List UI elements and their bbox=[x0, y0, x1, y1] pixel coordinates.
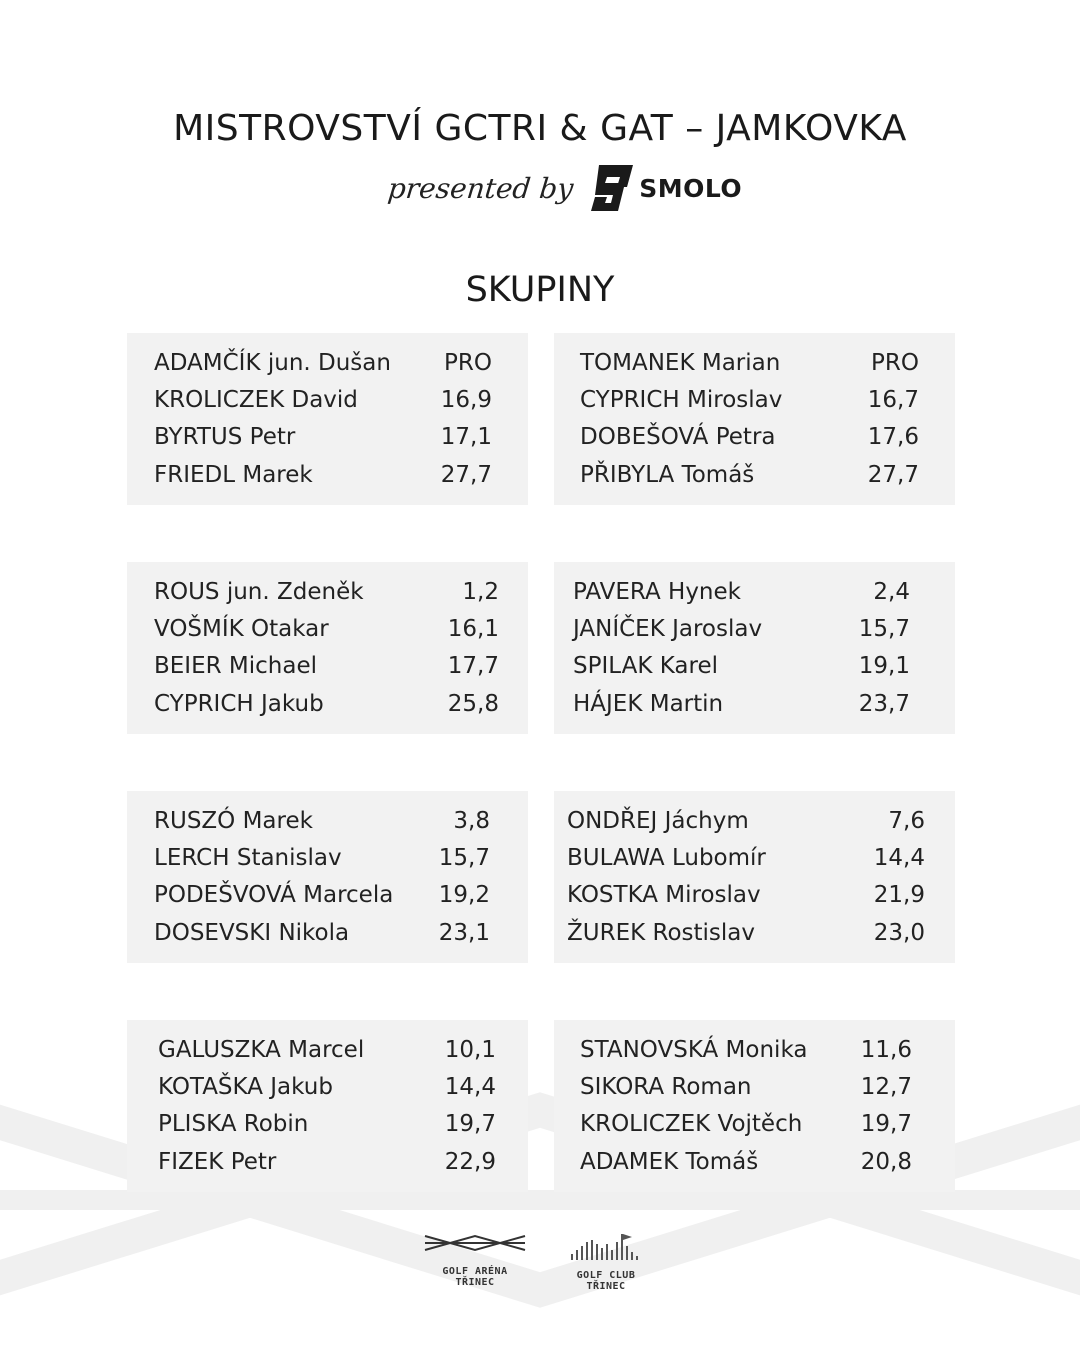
player-name: RUSZÓ Marek bbox=[154, 807, 313, 834]
player-row bbox=[554, 1105, 955, 1142]
player-handicap: 17,1 bbox=[440, 423, 492, 450]
player-handicap: 3,8 bbox=[453, 807, 490, 834]
player-row bbox=[554, 344, 955, 381]
golf-arena-trinec-logo bbox=[422, 1232, 528, 1288]
group-box bbox=[554, 1020, 955, 1192]
player-handicap: 2,4 bbox=[873, 578, 910, 605]
player-handicap: 12,7 bbox=[860, 1073, 912, 1100]
player-name: ONDŘEJ Jáchym bbox=[567, 807, 749, 834]
player-row bbox=[127, 685, 528, 722]
player-handicap: 21,9 bbox=[873, 881, 925, 908]
player-name: PODEŠVOVÁ Marcela bbox=[154, 881, 394, 908]
player-row bbox=[127, 1143, 528, 1180]
player-name: HÁJEK Martin bbox=[573, 690, 724, 717]
page-title: MISTROVSTVÍ GCTRI & GAT – JAMKOVKA bbox=[173, 108, 907, 149]
player-name: FRIEDL Marek bbox=[154, 461, 313, 488]
player-handicap: 16,9 bbox=[440, 386, 492, 413]
section-title: SKUPINY bbox=[465, 270, 615, 310]
player-name: PAVERA Hynek bbox=[573, 578, 741, 605]
player-name: JANÍČEK Jaroslav bbox=[573, 615, 763, 642]
player-handicap: 22,9 bbox=[444, 1148, 496, 1175]
player-name: FIZEK Petr bbox=[158, 1148, 277, 1175]
player-row bbox=[554, 685, 955, 722]
group-box bbox=[554, 333, 955, 505]
player-name: BEIER Michael bbox=[154, 652, 318, 679]
player-name: PLISKA Robin bbox=[158, 1110, 309, 1137]
player-handicap: 19,7 bbox=[444, 1110, 496, 1137]
player-row bbox=[554, 1143, 955, 1180]
player-handicap: PRO bbox=[871, 349, 919, 376]
player-row bbox=[554, 610, 955, 647]
smolo-logo bbox=[591, 165, 742, 211]
group-box bbox=[127, 333, 528, 505]
player-handicap: 15,7 bbox=[438, 844, 490, 871]
player-handicap: 23,1 bbox=[438, 919, 490, 946]
player-name: PŘIBYLA Tomáš bbox=[580, 461, 755, 488]
player-name: DOSEVSKI Nikola bbox=[154, 919, 350, 946]
player-row bbox=[554, 1068, 955, 1105]
player-row bbox=[554, 839, 955, 876]
player-row bbox=[554, 802, 955, 839]
player-handicap: 27,7 bbox=[440, 461, 492, 488]
player-handicap: 11,6 bbox=[860, 1036, 912, 1063]
player-row bbox=[554, 876, 955, 913]
presented-by-text: presented by bbox=[386, 171, 575, 205]
group-box bbox=[127, 791, 528, 963]
player-row bbox=[554, 914, 955, 951]
player-name: BYRTUS Petr bbox=[154, 423, 296, 450]
golf-club-trinec-label: GOLF CLUB TŘINEC bbox=[576, 1270, 636, 1292]
player-handicap: 23,0 bbox=[873, 919, 925, 946]
player-name: KOSTKA Miroslav bbox=[567, 881, 761, 908]
group-box bbox=[127, 562, 528, 734]
player-name: CYPRICH Jakub bbox=[154, 690, 324, 717]
player-name: SPILAK Karel bbox=[573, 652, 718, 679]
player-handicap: 17,6 bbox=[867, 423, 919, 450]
player-handicap: 25,8 bbox=[447, 690, 499, 717]
group-box bbox=[127, 1020, 528, 1192]
player-handicap: PRO bbox=[444, 349, 492, 376]
player-name: SIKORA Roman bbox=[580, 1073, 752, 1100]
golf-arena-trinec-mark-icon bbox=[423, 1232, 527, 1258]
player-handicap: 20,8 bbox=[860, 1148, 912, 1175]
player-name: KOTAŠKA Jakub bbox=[158, 1073, 333, 1100]
player-handicap: 17,7 bbox=[447, 652, 499, 679]
smolo-wordmark: SMOLO bbox=[639, 173, 743, 203]
player-name: BULAWA Lubomír bbox=[567, 844, 766, 871]
player-handicap: 19,7 bbox=[860, 1110, 912, 1137]
player-handicap: 19,2 bbox=[438, 881, 490, 908]
player-name: DOBEŠOVÁ Petra bbox=[580, 423, 776, 450]
player-name: TOMANEK Marian bbox=[580, 349, 781, 376]
player-row bbox=[127, 876, 528, 913]
player-handicap: 1,2 bbox=[462, 578, 499, 605]
player-handicap: 15,7 bbox=[858, 615, 910, 642]
player-name: ADAMČÍK jun. Dušan bbox=[154, 349, 391, 376]
golf-arena-trinec-label: GOLF ARÉNA TŘINEC bbox=[442, 1266, 508, 1288]
player-row bbox=[554, 647, 955, 684]
player-row bbox=[554, 418, 955, 455]
player-row bbox=[554, 381, 955, 418]
player-handicap: 7,6 bbox=[888, 807, 925, 834]
player-handicap: 10,1 bbox=[444, 1036, 496, 1063]
player-name: KROLICZEK Vojtěch bbox=[580, 1110, 803, 1137]
group-box bbox=[554, 562, 955, 734]
player-handicap: 14,4 bbox=[873, 844, 925, 871]
player-name: ADAMEK Tomáš bbox=[580, 1148, 759, 1175]
player-name: ŽUREK Rostislav bbox=[567, 919, 755, 946]
player-row bbox=[127, 381, 528, 418]
player-row bbox=[127, 1105, 528, 1142]
player-row bbox=[127, 839, 528, 876]
player-row bbox=[127, 344, 528, 381]
player-name: CYPRICH Miroslav bbox=[580, 386, 783, 413]
player-row bbox=[127, 456, 528, 493]
player-handicap: 23,7 bbox=[858, 690, 910, 717]
player-row bbox=[554, 1031, 955, 1068]
player-row bbox=[127, 1068, 528, 1105]
golf-club-trinec-mark-icon bbox=[568, 1232, 644, 1262]
player-row bbox=[127, 573, 528, 610]
player-row bbox=[554, 456, 955, 493]
player-row bbox=[127, 610, 528, 647]
group-box bbox=[554, 791, 955, 963]
player-row bbox=[127, 1031, 528, 1068]
player-handicap: 19,1 bbox=[858, 652, 910, 679]
player-row bbox=[127, 802, 528, 839]
player-name: GALUSZKA Marcel bbox=[158, 1036, 365, 1063]
player-row bbox=[554, 573, 955, 610]
player-handicap: 16,1 bbox=[447, 615, 499, 642]
player-row bbox=[127, 418, 528, 455]
player-name: ROUS jun. Zdeněk bbox=[154, 578, 364, 605]
player-handicap: 14,4 bbox=[444, 1073, 496, 1100]
golf-club-trinec-logo bbox=[556, 1232, 656, 1292]
smolo-mark-icon bbox=[591, 165, 633, 211]
player-row bbox=[127, 914, 528, 951]
player-row bbox=[127, 647, 528, 684]
player-name: LERCH Stanislav bbox=[154, 844, 342, 871]
player-name: STANOVSKÁ Monika bbox=[580, 1036, 808, 1063]
player-name: VOŠMÍK Otakar bbox=[154, 615, 329, 642]
player-name: KROLICZEK David bbox=[154, 386, 358, 413]
presented-by-banner bbox=[388, 158, 742, 218]
player-handicap: 16,7 bbox=[867, 386, 919, 413]
player-handicap: 27,7 bbox=[867, 461, 919, 488]
